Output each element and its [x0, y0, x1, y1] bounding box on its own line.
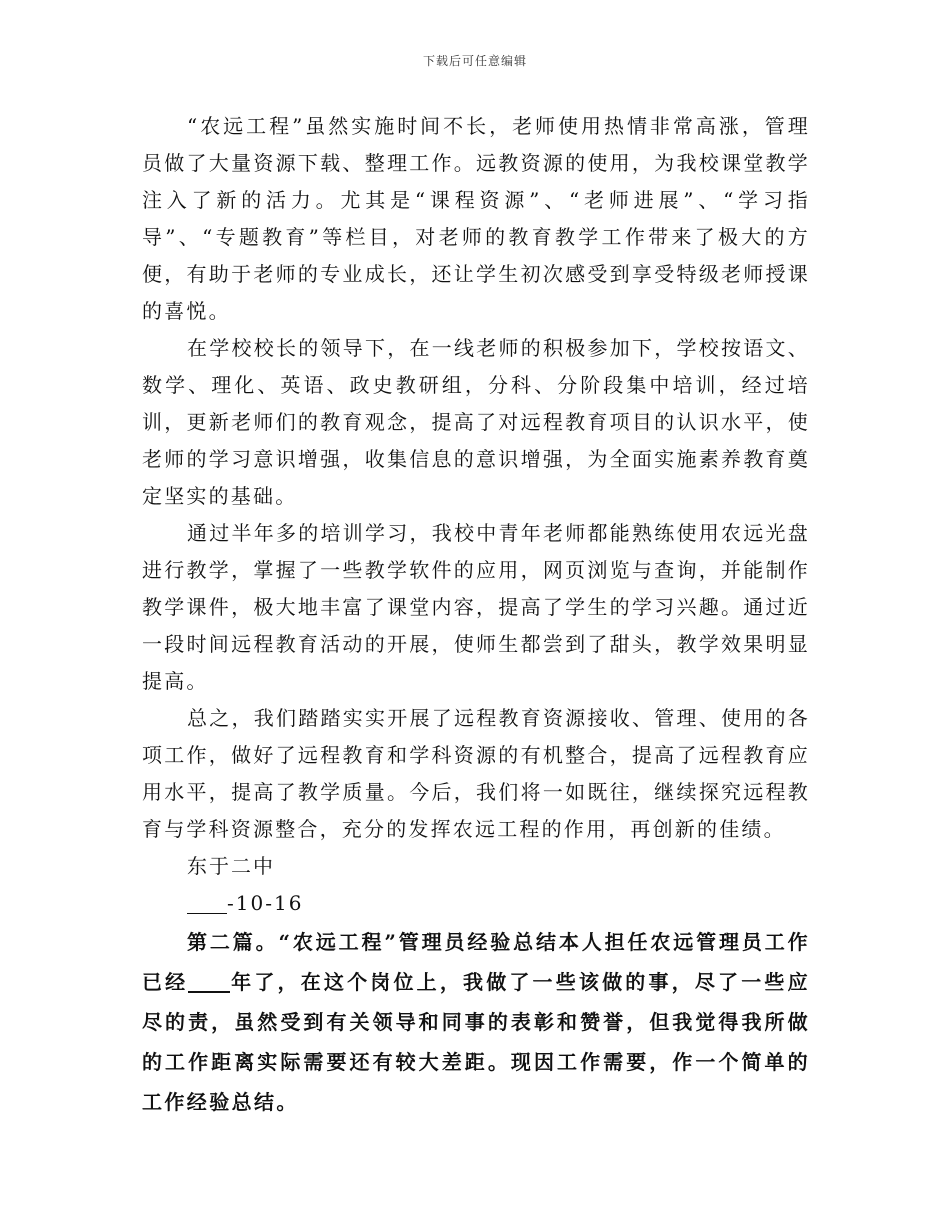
paragraph-4: 总之，我们踏踏实实开展了远程教育资源接收、管理、使用的各项工作，做好了远程教育和学科资源的有机整合，提高了远程教育应用水平，提高了教学质量。今后，我们将一如既往，继续探究远程教育与学科资源整合，充分的发挥农远工程的作用，再创新的佳绩。 — [142, 706, 810, 841]
signature-school: 东于二中 — [187, 854, 275, 878]
section-2-paragraph — [142, 922, 810, 1122]
years-blank — [188, 969, 230, 993]
signature-date — [142, 885, 810, 922]
document-body — [142, 108, 810, 1122]
section-2-part-2: 年了，在这个岗位上，我做了一些该做的事，尽了一些应尽的责，虽然受到有关领导和同事的表彰和赞誉，但我觉得我所做的工作距离实际需要还有较大差距。现因工作需要，作一个简单的工作经验总结。 — [142, 970, 810, 1114]
paragraph-1: “农远工程”虽然实施时间不长，老师使用热情非常高涨，管理员做了大量资源下载、整理工作。远教资源的使用，为我校课堂教学注入了新的活力。尤其是“课程资源”、“老师进展”、“学习指导”、“专题教育”等栏目，对老师的教育教学工作带来了极大的方便，有助于老师的专业成长，还让学生初次感受到享受特级老师授课的喜悦。 — [142, 114, 810, 323]
paragraph-3: 通过半年多的培训学习，我校中青年老师都能熟练使用农远光盘进行教学，掌握了一些教学软件的应用，网页浏览与查询，并能制作教学课件，极大地丰富了课堂内容，提高了学生的学习兴趣。通过近一段时间远程教育活动的开展，使师生都尝到了甜头，教学效果明显提高。 — [142, 521, 810, 693]
paragraph-2: 在学校校长的领导下，在一线老师的积极参加下，学校按语文、数学、理化、英语、政史教研组，分科、分阶段集中培训，经过培训，更新老师们的教育观念，提高了对远程教育项目的认识水平，使老师的学习意识增强，收集信息的意识增强，为全面实施素养教育奠定坚实的基础。 — [142, 336, 810, 508]
date-blank — [187, 891, 227, 914]
page-header: 下载后可任意编辑 — [422, 54, 527, 68]
date-suffix: -10-16 — [227, 891, 304, 915]
section-2-part-1: 第二篇。“农远工程”管理员经验总结本人担任农远管理员工作已经 — [142, 930, 810, 994]
